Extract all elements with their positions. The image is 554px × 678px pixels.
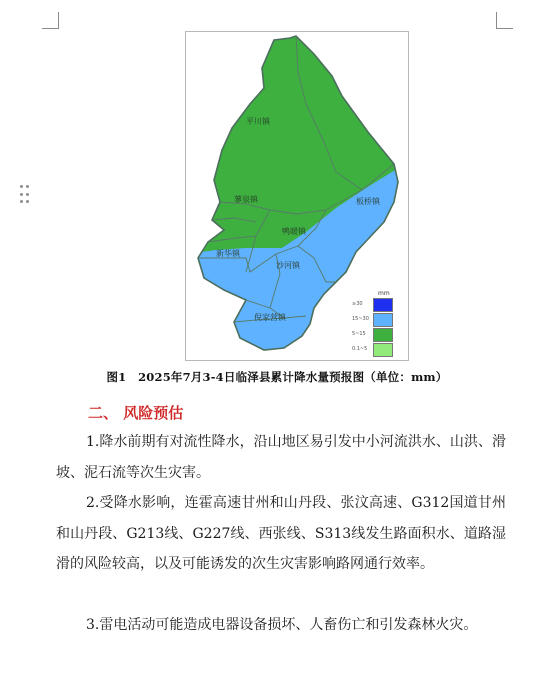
legend-item bbox=[352, 343, 404, 357]
precipitation-map-figure[interactable] bbox=[185, 31, 409, 361]
legend-swatch bbox=[373, 343, 393, 357]
map-legend bbox=[352, 290, 404, 356]
legend-swatch bbox=[373, 328, 393, 342]
town-label-xinhua: 新华镇 bbox=[216, 249, 240, 258]
town-label-yanuan: 鸭暖镇 bbox=[282, 227, 306, 236]
legend-label: 5~15 bbox=[352, 331, 366, 337]
paragraph-risk-3: 3.雷电活动可能造成电器设备损坏、人畜伤亡和引发森林火灾。 bbox=[86, 617, 478, 633]
town-label-nijiaying: 倪家营镇 bbox=[254, 313, 286, 322]
legend-item bbox=[352, 313, 404, 327]
legend-item bbox=[352, 298, 404, 312]
figure-caption: 图1 2025年7月3-4日临泽县累计降水量预报图（单位：mm） bbox=[106, 370, 448, 384]
town-label-pingchuan: 平川镇 bbox=[246, 117, 270, 126]
page-corner-mark-right bbox=[496, 12, 513, 29]
paragraph-risk-2: 2.受降水影响，连霍高速甘州和山丹段、张汶高速、G312国道甘州和山丹段、G213线、G227线、西张线、S313线发生路面积水、道路湿滑的风险较高，以及可能诱发的次生灾害影响路网通行效率。 bbox=[56, 495, 506, 572]
legend-item bbox=[352, 328, 404, 342]
town-label-liaoquan: 蓼泉镇 bbox=[234, 195, 258, 204]
legend-unit: mm bbox=[378, 290, 390, 297]
town-label-shahe: 沙河镇 bbox=[276, 261, 300, 270]
legend-label: 15~30 bbox=[352, 316, 369, 322]
legend-swatch bbox=[373, 313, 393, 327]
drag-handle-icon[interactable] bbox=[20, 185, 30, 205]
town-label-banqiao: 板桥镇 bbox=[356, 197, 380, 206]
legend-label: ≥30 bbox=[352, 301, 363, 307]
paragraph-risk-1: 1.降水前期有对流性降水，沿山地区易引发中小河流洪水、山洪、滑坡、泥石流等次生灾害。 bbox=[56, 434, 506, 481]
page-corner-mark-left bbox=[42, 12, 59, 29]
legend-swatch bbox=[373, 298, 393, 312]
section-heading-risk: 二、 风险预估 bbox=[88, 404, 184, 422]
legend-label: 0.1~5 bbox=[352, 346, 368, 352]
